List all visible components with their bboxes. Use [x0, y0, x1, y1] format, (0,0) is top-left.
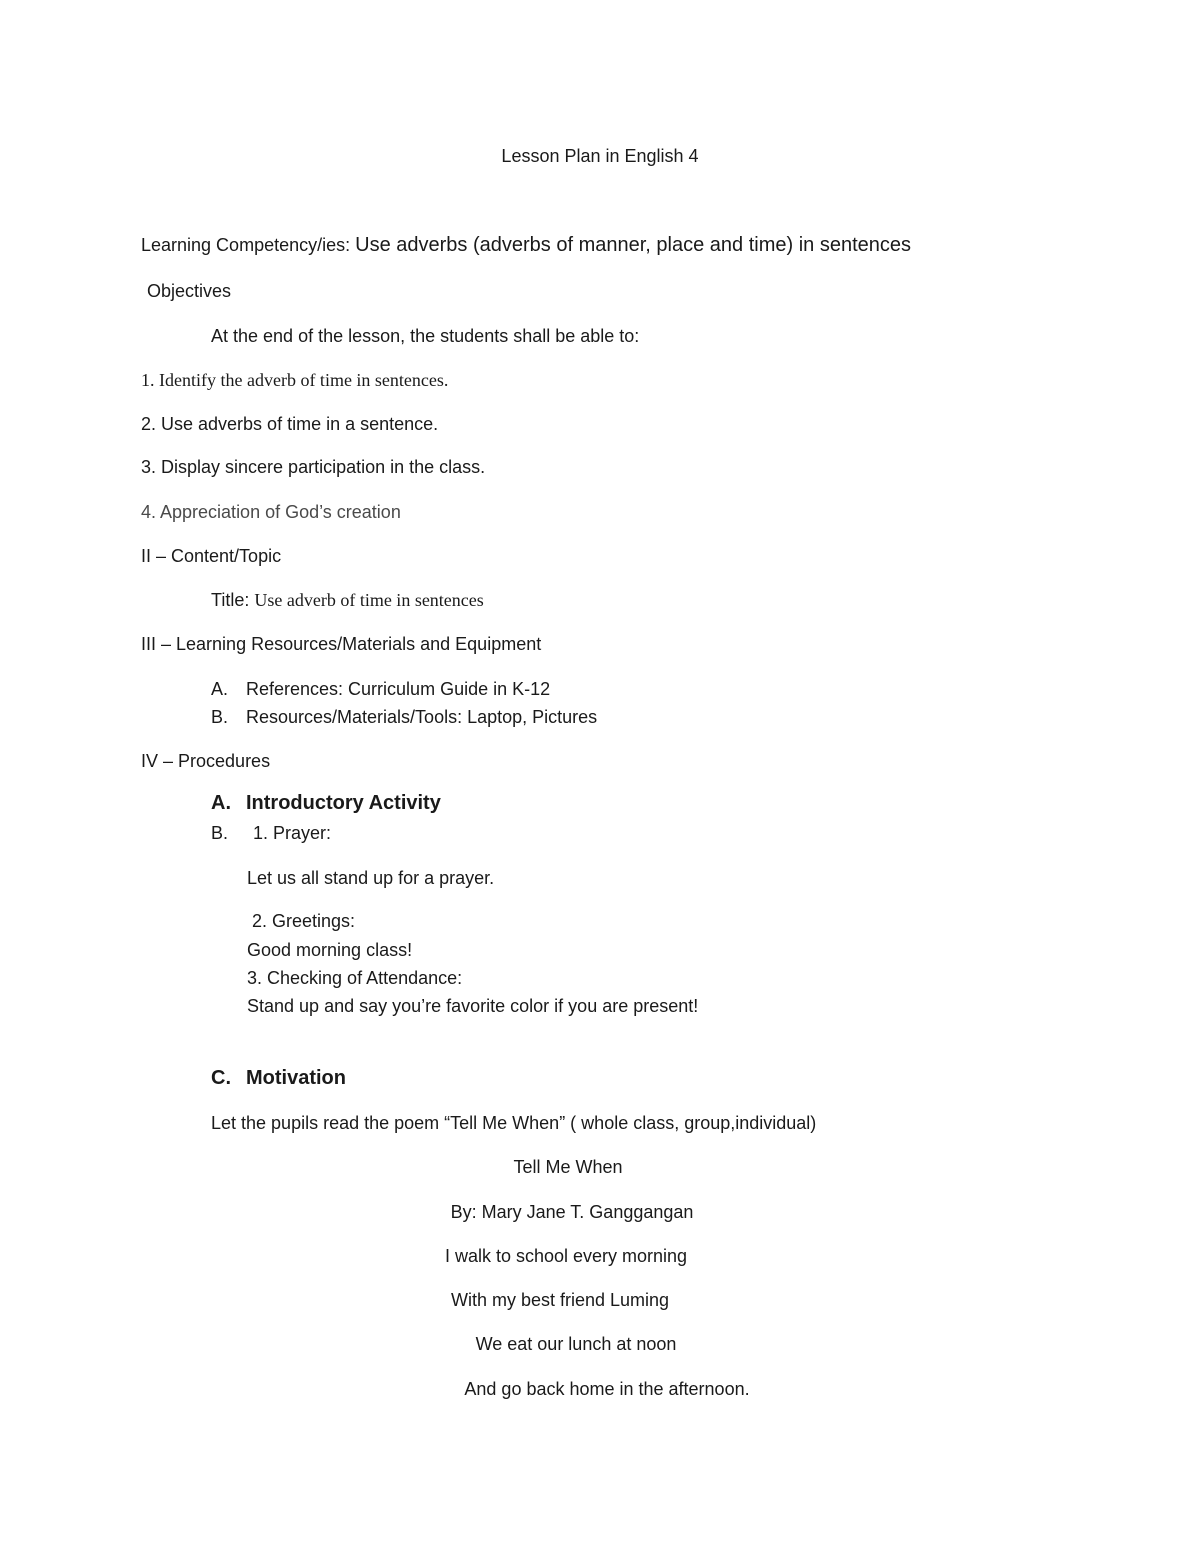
motivation-text: Motivation	[246, 1067, 346, 1089]
poem-line: We eat our lunch at noon	[475, 1334, 677, 1354]
introductory-activity-heading	[211, 792, 441, 814]
resource-item	[211, 678, 550, 700]
poem-author: By: Mary Jane T. Ganggangan	[450, 1202, 694, 1222]
poem-line: And go back home in the afternoon.	[464, 1379, 750, 1399]
competency-text: Use adverbs (adverbs of manner, place and time) in sentences	[355, 234, 911, 256]
poem-line: I walk to school every morning	[444, 1246, 688, 1266]
prayer-text: Let us all stand up for a prayer.	[247, 868, 495, 888]
objective-item: 4. Appreciation of God’s creation	[141, 502, 401, 522]
objective-item: 3. Display sincere participation in the class.	[141, 457, 486, 477]
objective-item: 1. Identify the adverb of time in sentences.	[141, 370, 449, 390]
resource-marker: B.	[211, 707, 229, 727]
motivation-heading	[211, 1067, 346, 1089]
content-heading: II – Content/Topic	[141, 546, 282, 566]
motivation-marker: C.	[211, 1067, 231, 1089]
content-title-value: Use adverb of time in sentences	[254, 590, 484, 610]
intro-activity-marker: A.	[211, 792, 231, 814]
content-title-label: Title:	[211, 590, 250, 610]
greetings-text: Good morning class!	[247, 940, 413, 960]
resources-heading: III – Learning Resources/Materials and Equipment	[141, 634, 542, 654]
poem-title: Tell Me When	[513, 1157, 623, 1177]
content-title	[211, 589, 484, 611]
objectives-intro: At the end of the lesson, the students shall be able to:	[211, 326, 640, 346]
poem-line: With my best friend Luming	[450, 1290, 670, 1310]
prayer-marker: B.	[211, 823, 229, 843]
prayer-label: 1. Prayer:	[253, 823, 332, 843]
resource-text: References: Curriculum Guide in K-12	[246, 679, 551, 699]
objectives-heading: Objectives	[147, 281, 232, 301]
attendance-text: Stand up and say you’re favorite color if you are present!	[247, 996, 699, 1016]
attendance-label: 3. Checking of Attendance:	[247, 968, 463, 988]
greetings-label: 2. Greetings:	[252, 911, 356, 931]
procedures-heading: IV – Procedures	[141, 751, 271, 771]
resource-item	[211, 706, 597, 728]
competency-label: Learning Competency/ies:	[141, 235, 351, 255]
resource-text: Resources/Materials/Tools: Laptop, Pictures	[246, 707, 598, 727]
resource-marker: A.	[211, 679, 229, 699]
learning-competency	[141, 234, 911, 256]
motivation-instructions: Let the pupils read the poem “Tell Me When” ( whole class, group,individual)	[211, 1113, 817, 1133]
document-title: Lesson Plan in English 4	[501, 146, 699, 166]
intro-activity-text: Introductory Activity	[246, 792, 441, 814]
objective-item: 2. Use adverbs of time in a sentence.	[141, 414, 439, 434]
prayer-item	[211, 822, 331, 844]
